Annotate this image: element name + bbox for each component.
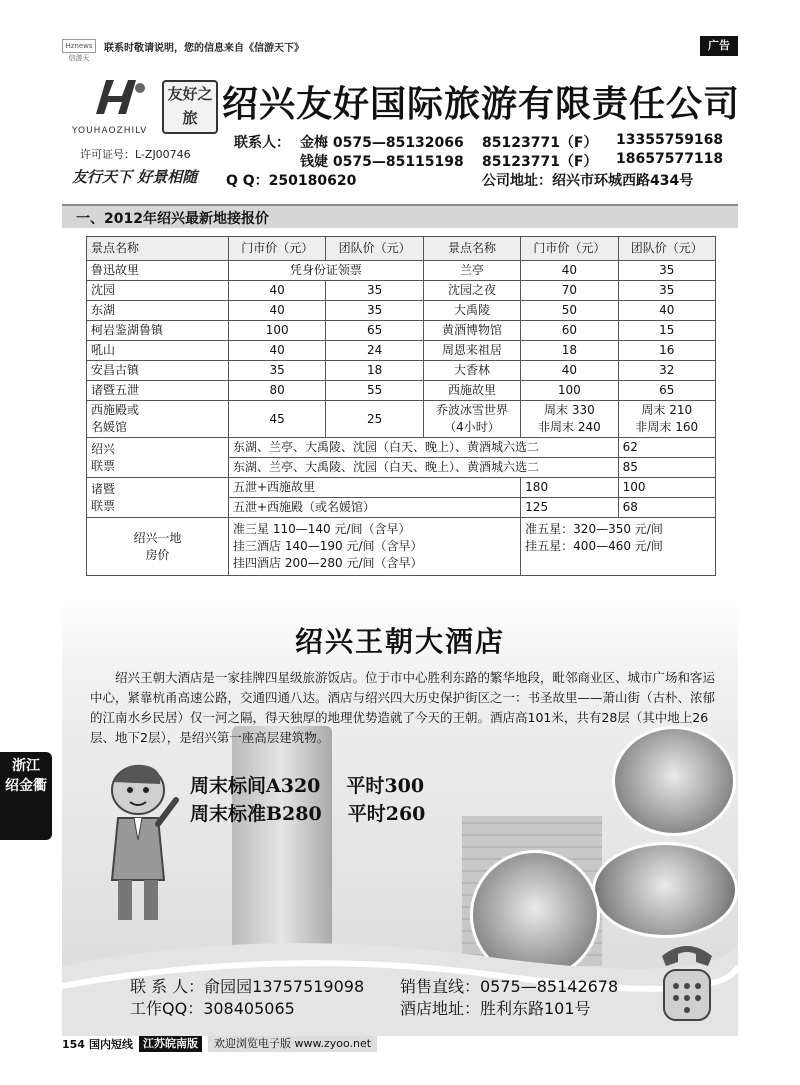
group-price: 35	[618, 281, 715, 301]
attraction-name	[87, 401, 229, 438]
combo-label	[87, 438, 229, 478]
contact-1-fax: 85123771（F）	[482, 135, 598, 151]
attraction-name: 诸暨五泄	[87, 381, 229, 401]
source-notice: 联系时敬请说明，您的信息来自《信游天下》	[104, 42, 304, 54]
contact-label: 联系人：	[234, 135, 290, 151]
name-line: 西施殿或	[91, 403, 140, 417]
group-price: 65	[326, 321, 423, 341]
combo-price: 85	[618, 458, 715, 478]
website-link[interactable]: 欢迎浏览电子版 www.zyoo.net	[208, 1036, 377, 1052]
weekend-rate: 周末标间A320	[190, 775, 321, 797]
section-title: 一、2012年绍兴最新地接报价	[76, 211, 269, 227]
room-rates	[190, 772, 425, 828]
attraction-name: 鲁迅故里	[87, 261, 229, 281]
price-line: 周末 330	[544, 403, 595, 417]
table-row	[87, 361, 716, 381]
table-row	[87, 261, 716, 281]
price-line: 周末 210	[641, 403, 693, 417]
contact-2-phone: 钱婕 0575—85115198	[300, 154, 464, 170]
hotel-ad	[62, 596, 738, 1036]
contact-1-mobile: 13355759168	[616, 132, 724, 148]
group-price: 18	[326, 361, 423, 381]
contact-2-fax: 85123771（F）	[482, 154, 598, 170]
hotel-description: 绍兴王朝大酒店是一家挂牌四星级旅游饭店。位于市中心胜利东路的繁华地段，毗邻商业区、城市广场和客运中心，紧靠杭甬高速公路，交通四通八达。酒店与绍兴四大历史保护街区之一：书圣故里——萧山街（古朴、浓郁的江南水乡民居）仅一河之隔，得天独厚的地理优势造就了今天的王朝。酒店高101米，共有28层（其中地上26层、地下2层），是绍兴第一座高层建筑物。	[90, 670, 716, 745]
combo-desc: 五泄+西施故里	[229, 478, 521, 498]
rate-line	[190, 800, 425, 828]
price-line: 非周末 160	[635, 420, 699, 434]
ad-label: 广告	[700, 36, 738, 56]
attraction-name: 大香林	[423, 361, 520, 381]
group-price: 16	[618, 341, 715, 361]
table-row	[87, 321, 716, 341]
page-number: 154	[62, 1037, 85, 1051]
logo-pinyin: YOUHAOZHILV	[72, 126, 148, 136]
retail-price	[521, 401, 618, 438]
header-cell: 团队价（元）	[326, 237, 423, 261]
name-line: （4小时）	[444, 420, 500, 434]
top-bar	[62, 36, 738, 62]
section-title-bar	[62, 204, 738, 228]
attraction-name: 周恩来祖居	[423, 341, 520, 361]
retail-price: 40	[521, 261, 618, 281]
contact-2-mobile: 18657577118	[616, 151, 724, 167]
banquet-photo	[612, 726, 736, 836]
attraction-name: 黄酒博物馆	[423, 321, 520, 341]
group-price: 32	[618, 361, 715, 381]
retail-price: 100	[521, 381, 618, 401]
attraction-name: 沈园	[87, 281, 229, 301]
table-row	[87, 518, 716, 576]
weekend-rate: 周末标准B280	[190, 803, 322, 825]
telephone-icon	[652, 936, 722, 1026]
combo-retail: 180	[521, 478, 618, 498]
weekday-rate: 平时260	[347, 803, 426, 825]
retail-price: 100	[229, 321, 326, 341]
price-table	[86, 236, 716, 576]
combo-desc: 五泄+西施殿（或名媛馆）	[229, 498, 521, 518]
group-price: 40	[618, 301, 715, 321]
agency-qq: Q Q：250180620	[226, 173, 357, 189]
edition-label: 江苏皖南版	[139, 1036, 202, 1052]
table-row	[87, 438, 716, 458]
agency-header	[62, 62, 741, 198]
agency-address: 公司地址：绍兴市环城西路434号	[482, 173, 694, 189]
retail-price: 60	[521, 321, 618, 341]
header-cell: 景点名称	[87, 237, 229, 261]
contact-1-phone: 金梅 0575—85132066	[300, 135, 464, 151]
retail-price: 50	[521, 301, 618, 321]
room-rate: 挂三酒店 140—190 元/间（含早）	[233, 539, 423, 553]
table-header-row	[87, 237, 716, 261]
contact-row	[130, 998, 591, 1020]
retail-price: 18	[521, 341, 618, 361]
room-rate: 挂四酒店 200—280 元/间（含早）	[233, 556, 423, 570]
attraction-name: 东湖	[87, 301, 229, 321]
region-line: 绍金衢	[5, 778, 47, 794]
attraction-name	[423, 401, 520, 438]
company-name: 绍兴友好国际旅游有限责任公司	[222, 84, 741, 125]
retail-price: 70	[521, 281, 618, 301]
attraction-name: 西施故里	[423, 381, 520, 401]
contact-row	[130, 976, 619, 998]
retail-price: 40	[229, 281, 326, 301]
restaurant-photo	[592, 842, 738, 938]
table-row	[87, 478, 716, 498]
header-cell: 团队价（元）	[618, 237, 715, 261]
combo-desc: 东湖、兰亭、大禹陵、沈园（白天、晚上）、黄酒城六选二	[229, 458, 619, 478]
group-price: 55	[326, 381, 423, 401]
rooms-left	[229, 518, 521, 576]
rooms-right	[521, 518, 716, 576]
combo-group: 68	[618, 498, 715, 518]
room-rate: 准三星 110—140 元/间（含早）	[233, 522, 411, 536]
mini-logo: Hznews 信游天	[62, 39, 96, 53]
hotel-sales-line: 销售直线：0575—85142678	[400, 977, 619, 996]
table-row	[87, 381, 716, 401]
attraction-name: 吼山	[87, 341, 229, 361]
group-price: 35	[326, 281, 423, 301]
attraction-name: 柯岩鉴湖鲁镇	[87, 321, 229, 341]
agency-logo-icon	[92, 76, 148, 118]
price-line: 非周末 240	[538, 420, 601, 434]
label-line: 联票	[91, 498, 116, 513]
hotel-work-qq: 工作QQ：308405065	[130, 999, 295, 1018]
room-rate: 准五星：320—350 元/间	[525, 522, 663, 536]
region-tab	[0, 752, 52, 840]
group-price: 24	[326, 341, 423, 361]
table-row	[87, 301, 716, 321]
combo-desc: 东湖、兰亭、大禹陵、沈园（白天、晚上）、黄酒城六选二	[229, 438, 619, 458]
page-footer	[62, 1036, 738, 1052]
weekday-rate: 平时300	[346, 775, 425, 797]
group-price: 25	[326, 401, 423, 438]
room-rate: 挂五星：400—460 元/间	[525, 539, 663, 553]
header-cell: 门市价（元）	[521, 237, 618, 261]
group-price: 35	[618, 261, 715, 281]
label-line: 诸暨	[91, 481, 116, 496]
hotel-contact	[130, 976, 619, 1020]
retail-price: 40	[229, 301, 326, 321]
group-price: 35	[326, 301, 423, 321]
region-line: 浙江	[12, 758, 40, 774]
retail-price: 40	[229, 341, 326, 361]
hotel-contact-person: 联 系 人：俞园园13757519098	[130, 977, 365, 996]
rooms-label	[87, 518, 229, 576]
rate-line	[190, 772, 425, 800]
slogan: 友行天下 好景相随	[72, 168, 198, 186]
retail-price: 80	[229, 381, 326, 401]
ticket-note: 凭身份证领票	[229, 261, 424, 281]
table-row	[87, 281, 716, 301]
hotel-address: 酒店地址：胜利东路101号	[400, 999, 591, 1018]
hotel-title: 绍兴王朝大酒店	[294, 625, 505, 658]
label-line: 联票	[91, 458, 116, 473]
label-line: 绍兴	[91, 441, 116, 456]
table-row	[87, 401, 716, 438]
combo-label	[87, 478, 229, 518]
name-line: 乔波冰雪世界	[435, 403, 508, 417]
combo-price: 62	[618, 438, 715, 458]
retail-price: 40	[521, 361, 618, 381]
group-price: 15	[618, 321, 715, 341]
mascot-icon	[96, 760, 180, 930]
group-price	[618, 401, 715, 438]
label-line: 绍兴一地	[133, 530, 182, 545]
attraction-name: 安昌古镇	[87, 361, 229, 381]
footer-section: 国内短线	[88, 1038, 133, 1051]
combo-group: 100	[618, 478, 715, 498]
combo-retail: 125	[521, 498, 618, 518]
retail-price: 45	[229, 401, 326, 438]
attraction-name: 沈园之夜	[423, 281, 520, 301]
name-line: 名媛馆	[91, 420, 128, 434]
label-line: 房价	[145, 547, 170, 562]
table-row	[87, 341, 716, 361]
retail-price: 35	[229, 361, 326, 381]
header-cell: 景点名称	[423, 237, 520, 261]
logo-box: 友好之旅	[162, 80, 218, 134]
attraction-name: 大禹陵	[423, 301, 520, 321]
attraction-name: 兰亭	[423, 261, 520, 281]
header-cell: 门市价（元）	[229, 237, 326, 261]
license-number: 许可证号：L-ZJ00746	[80, 148, 191, 161]
group-price: 65	[618, 381, 715, 401]
